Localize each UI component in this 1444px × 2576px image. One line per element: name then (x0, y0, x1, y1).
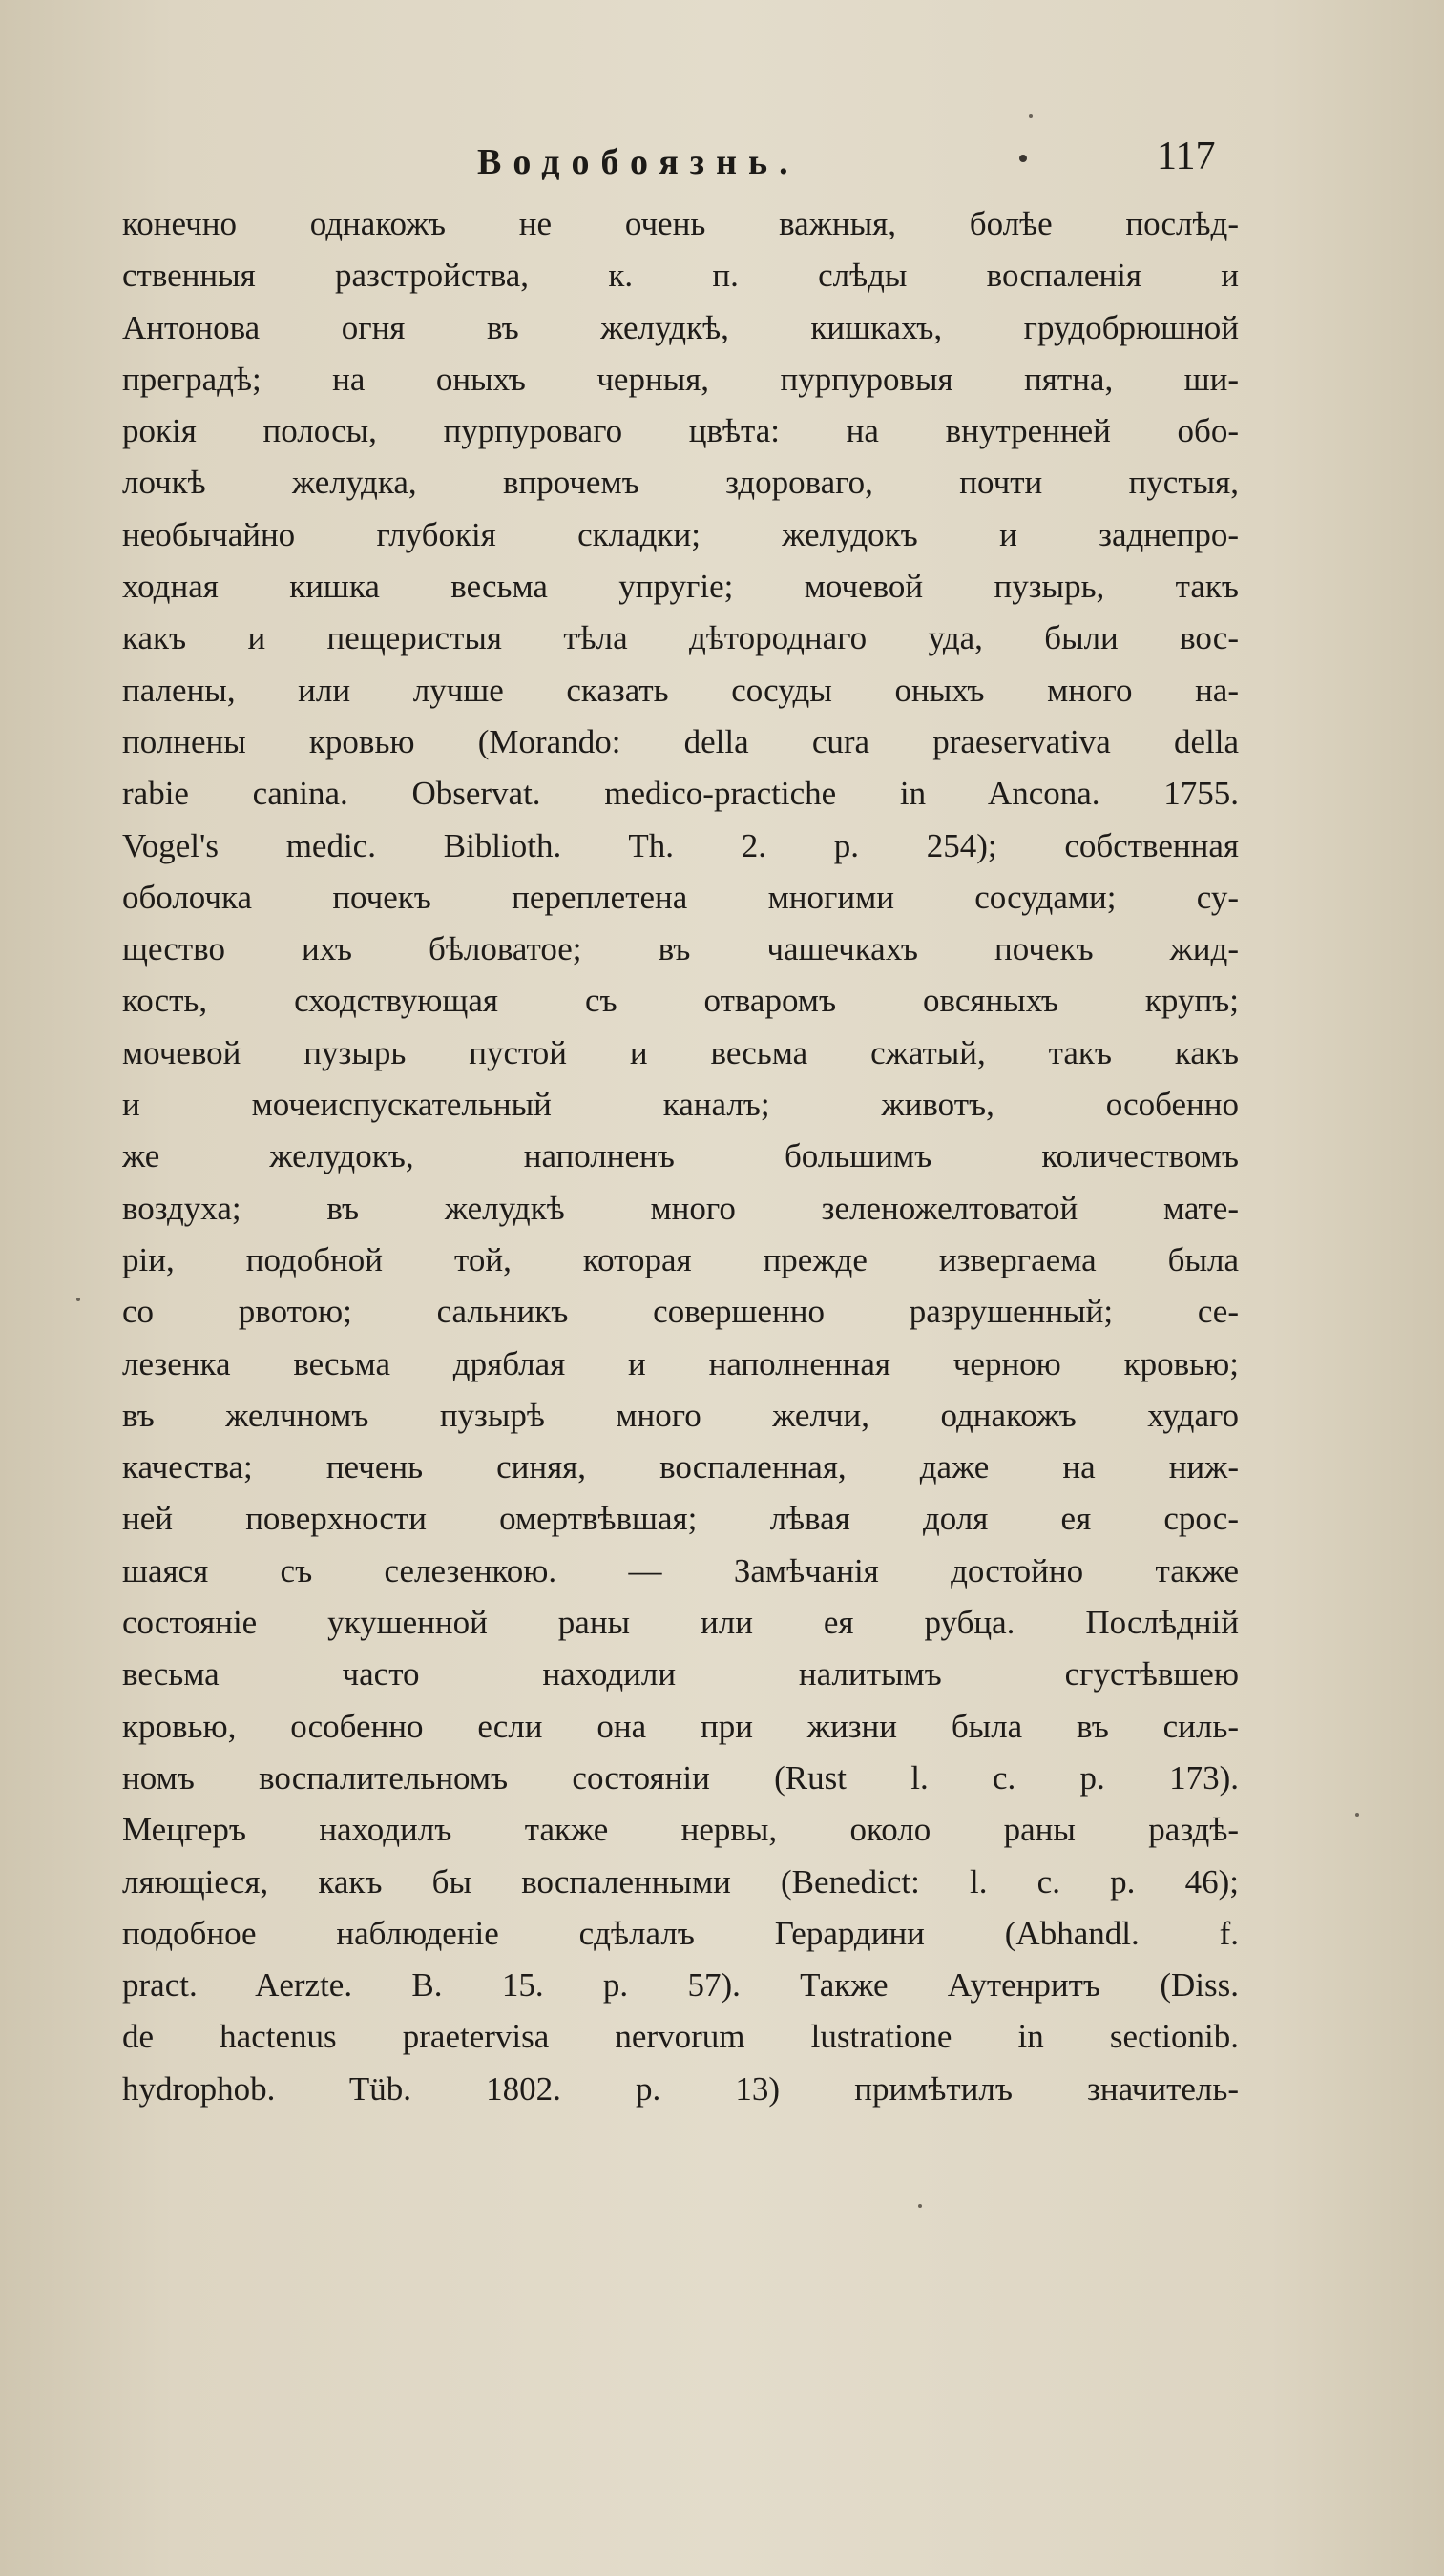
text-line: ственныя разстройства, к. п. слѣды воспаленія и (122, 257, 1239, 295)
text-line: щество ихъ бѣловатое; въ чашечкахъ почекъ жид- (122, 930, 1239, 968)
text-line: ріи, подобной той, которая прежде извергаема была (122, 1240, 1239, 1278)
text-line: воздуха; въ желудкѣ много зеленожелтоватой мате- (122, 1189, 1239, 1227)
text-line: rabie canina. Observat. medico-practiche in Ancona. 1755. (122, 775, 1239, 813)
text-line: лочкѣ желудка, впрочемъ здороваго, почти пустыя, (122, 464, 1239, 502)
page-header (0, 134, 1444, 191)
text-line: качества; печень синяя, воспаленная, даже на ниж- (122, 1448, 1239, 1486)
text-line: hydrophob. Tüb. 1802. p. 13) примѣтилъ значитель- (122, 2069, 1239, 2108)
text-line: конечно однакожъ не очень важныя, болѣе послѣд- (122, 205, 1239, 242)
text-line: рокія полосы, пурпуроваго цвѣта: на внутренней обо- (122, 412, 1239, 450)
text-line: оболочка почекъ переплетена многими сосудами; су- (122, 878, 1239, 916)
text-line: Антонова огня въ желудкѣ, кишкахъ, грудобрюшной (122, 308, 1239, 346)
text-line: подобное наблюденіе сдѣлалъ Герардини (Abhandl. f. (122, 1914, 1239, 1952)
text-line: полнены кровью (Morando: della cura praeservativa della (122, 722, 1239, 760)
text-line: кость, сходствующая съ отваромъ овсяныхъ крупъ; (122, 982, 1239, 1020)
page-number: 117 (1157, 135, 1216, 178)
paper-speck (1029, 114, 1033, 118)
text-line: ходная кишка весьма упругіе; мочевой пузырь, такъ (122, 568, 1239, 606)
paper-speck (76, 1298, 80, 1301)
body-text (122, 198, 1239, 2115)
text-line: Мецгеръ находилъ также нервы, около раны раздѣ- (122, 1811, 1239, 1849)
text-line: же желудокъ, наполненъ большимъ количествомъ (122, 1137, 1239, 1175)
text-line: pract. Aerzte. B. 15. p. 57). Также Аутенритъ (Diss. (122, 1966, 1239, 2005)
text-line: состояніе укушенной раны или ея рубца. Послѣдній (122, 1604, 1239, 1642)
text-line: Vogel's medic. Biblioth. Th. 2. p. 254); собственная (122, 826, 1239, 864)
text-line: со рвотою; сальникъ совершенно разрушенный; се- (122, 1293, 1239, 1331)
text-line: преградѣ; на оныхъ черныя, пурпуровыя пятна, ши- (122, 360, 1239, 398)
text-line: ляющіеся, какъ бы воспаленными (Benedict: l. c. p. 46); (122, 1862, 1239, 1901)
text-line: палены, или лучше сказать сосуды оныхъ много на- (122, 671, 1239, 709)
paper-speck (918, 2204, 922, 2208)
text-line: какъ и пещеристыя тѣла дѣтороднаго уда, были вос- (122, 619, 1239, 657)
running-title: Водобоязнь. (477, 142, 800, 182)
text-line: въ желчномъ пузырѣ много желчи, однакожъ худаго (122, 1396, 1239, 1434)
text-line: шаяся съ селезенкою. — Замѣчанія достойно также (122, 1551, 1239, 1589)
printer-dot (1019, 155, 1027, 162)
text-line: номъ воспалительномъ состояніи (Rust l. c. p. 173). (122, 1758, 1239, 1797)
text-line: лезенка весьма дряблая и наполненная черною кровью; (122, 1344, 1239, 1382)
paper-speck (1355, 1813, 1359, 1817)
text-line: необычайно глубокія складки; желудокъ и заднепро- (122, 515, 1239, 553)
text-line: и мочеиспускательный каналъ; животъ, особенно (122, 1086, 1239, 1124)
text-line: мочевой пузырь пустой и весьма сжатый, такъ какъ (122, 1033, 1239, 1071)
text-line: кровью, особенно если она при жизни была въ силь- (122, 1707, 1239, 1745)
text-line: ней поверхности омертвѣвшая; лѣвая доля ея срос- (122, 1500, 1239, 1538)
text-line: весьма часто находили налитымъ сгустѣвшею (122, 1655, 1239, 1693)
text-line: de hactenus praetervisa nervorum lustratione in sectionib. (122, 2018, 1239, 2056)
